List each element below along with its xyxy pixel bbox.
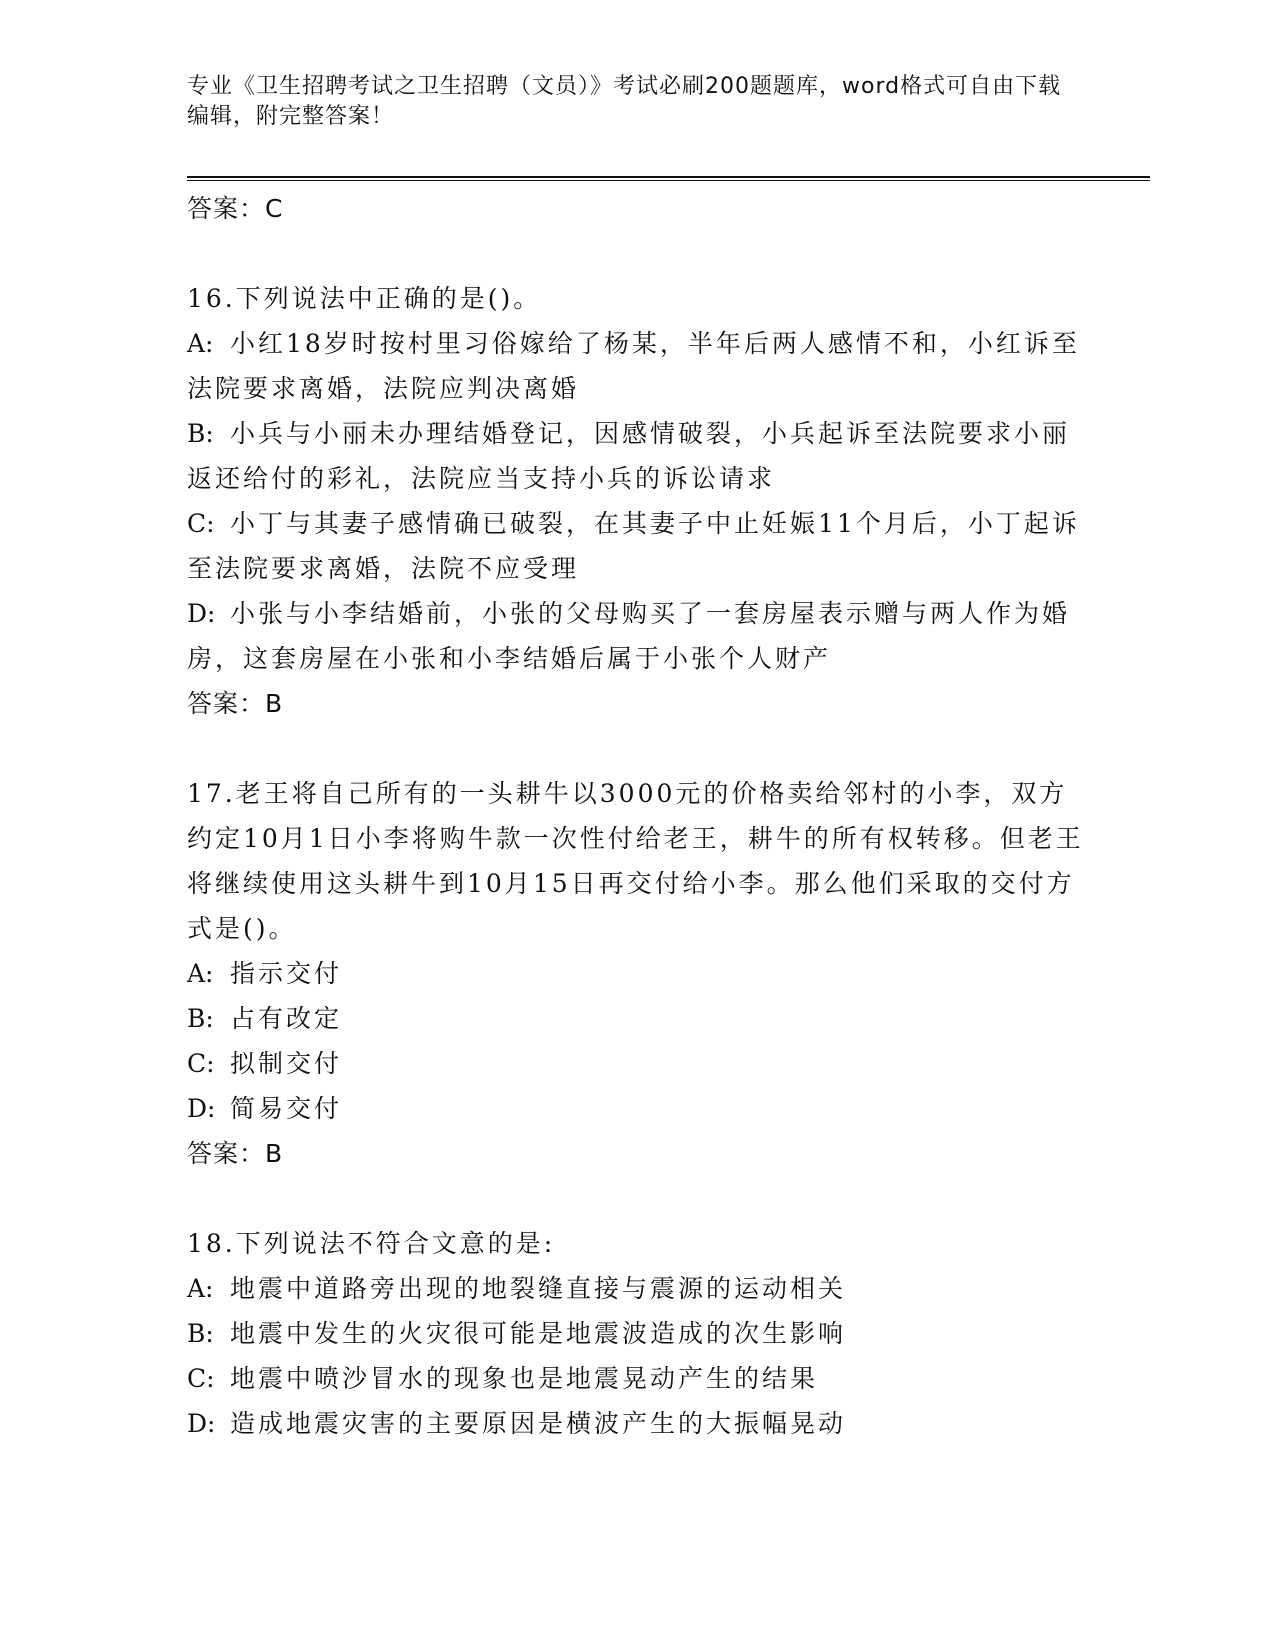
question-16 [187, 276, 1087, 726]
option-letter: A: [187, 959, 214, 988]
option-b [187, 996, 1087, 1041]
option-c [187, 501, 1087, 591]
option-text: 地震中道路旁出现的地裂缝直接与震源的运动相关 [230, 1274, 847, 1303]
option-letter: B: [187, 1319, 214, 1348]
option-text: 地震中发生的火灾很可能是地震波造成的次生影响 [230, 1319, 847, 1348]
option-letter: B: [187, 419, 214, 448]
option-text: 拟制交付 [230, 1049, 343, 1078]
option-text: 小丁与其妻子感情确已破裂，在其妻子中止妊娠11个月后，小丁起诉至法院要求离婚，法院不应受理 [187, 509, 1080, 583]
question-stem: 18.下列说法不符合文意的是: [187, 1229, 556, 1258]
option-a [187, 951, 1087, 996]
option-d [187, 1401, 1087, 1446]
option-letter: B: [187, 1004, 214, 1033]
question-stem: 17.老王将自己所有的一头耕牛以3000元的价格卖给邻村的小李，双方约定10月1日小李将购牛款一次性付给老王，耕牛的所有权转移。但老王将继续使用这头耕牛到10月15日再交付给小李。那么他们采取的交付方式是()。 [187, 779, 1084, 943]
option-letter: A: [187, 329, 214, 358]
option-letter: D: [187, 1094, 216, 1123]
page-header: 专业《卫生招聘考试之卫生招聘（文员）》考试必刷200题题库，word格式可自由下载编辑，附完整答案！ [187, 74, 1062, 129]
option-text: 地震中喷沙冒水的现象也是地震晃动产生的结果 [230, 1364, 819, 1393]
option-text: 造成地震灾害的主要原因是横波产生的大振幅晃动 [230, 1409, 847, 1438]
option-letter: A: [187, 1274, 214, 1303]
previous-answer: 答案：C [187, 194, 284, 223]
option-text: 小红18岁时按村里习俗嫁给了杨某，半年后两人感情不和，小红诉至法院要求离婚，法院应判决离婚 [187, 329, 1080, 403]
option-text: 小兵与小丽未办理结婚登记，因感情破裂，小兵起诉至法院要求小丽返还给付的彩礼，法院应当支持小兵的诉讼请求 [187, 419, 1071, 493]
question-17 [187, 771, 1087, 1176]
option-text: 占有改定 [230, 1004, 343, 1033]
question-content [187, 186, 1087, 1446]
option-letter: C: [187, 509, 215, 538]
header-divider [187, 176, 1150, 181]
option-letter: C: [187, 1049, 215, 1078]
question-stem: 16.下列说法中正确的是()。 [187, 284, 542, 313]
answer-line: 答案：B [187, 1139, 284, 1168]
option-text: 小张与小李结婚前，小张的父母购买了一套房屋表示赠与两人作为婚房，这套房屋在小张和小李结婚后属于小张个人财产 [187, 599, 1071, 673]
option-letter: D: [187, 1409, 216, 1438]
answer-line: 答案：B [187, 689, 284, 718]
option-b [187, 411, 1087, 501]
option-a [187, 1266, 1087, 1311]
option-c [187, 1041, 1087, 1086]
option-c [187, 1356, 1087, 1401]
option-b [187, 1311, 1087, 1356]
option-text: 简易交付 [230, 1094, 343, 1123]
option-text: 指示交付 [230, 959, 343, 988]
option-letter: D: [187, 599, 216, 628]
option-a [187, 321, 1087, 411]
question-18 [187, 1221, 1087, 1446]
option-d [187, 1086, 1087, 1131]
option-d [187, 591, 1087, 681]
option-letter: C: [187, 1364, 215, 1393]
